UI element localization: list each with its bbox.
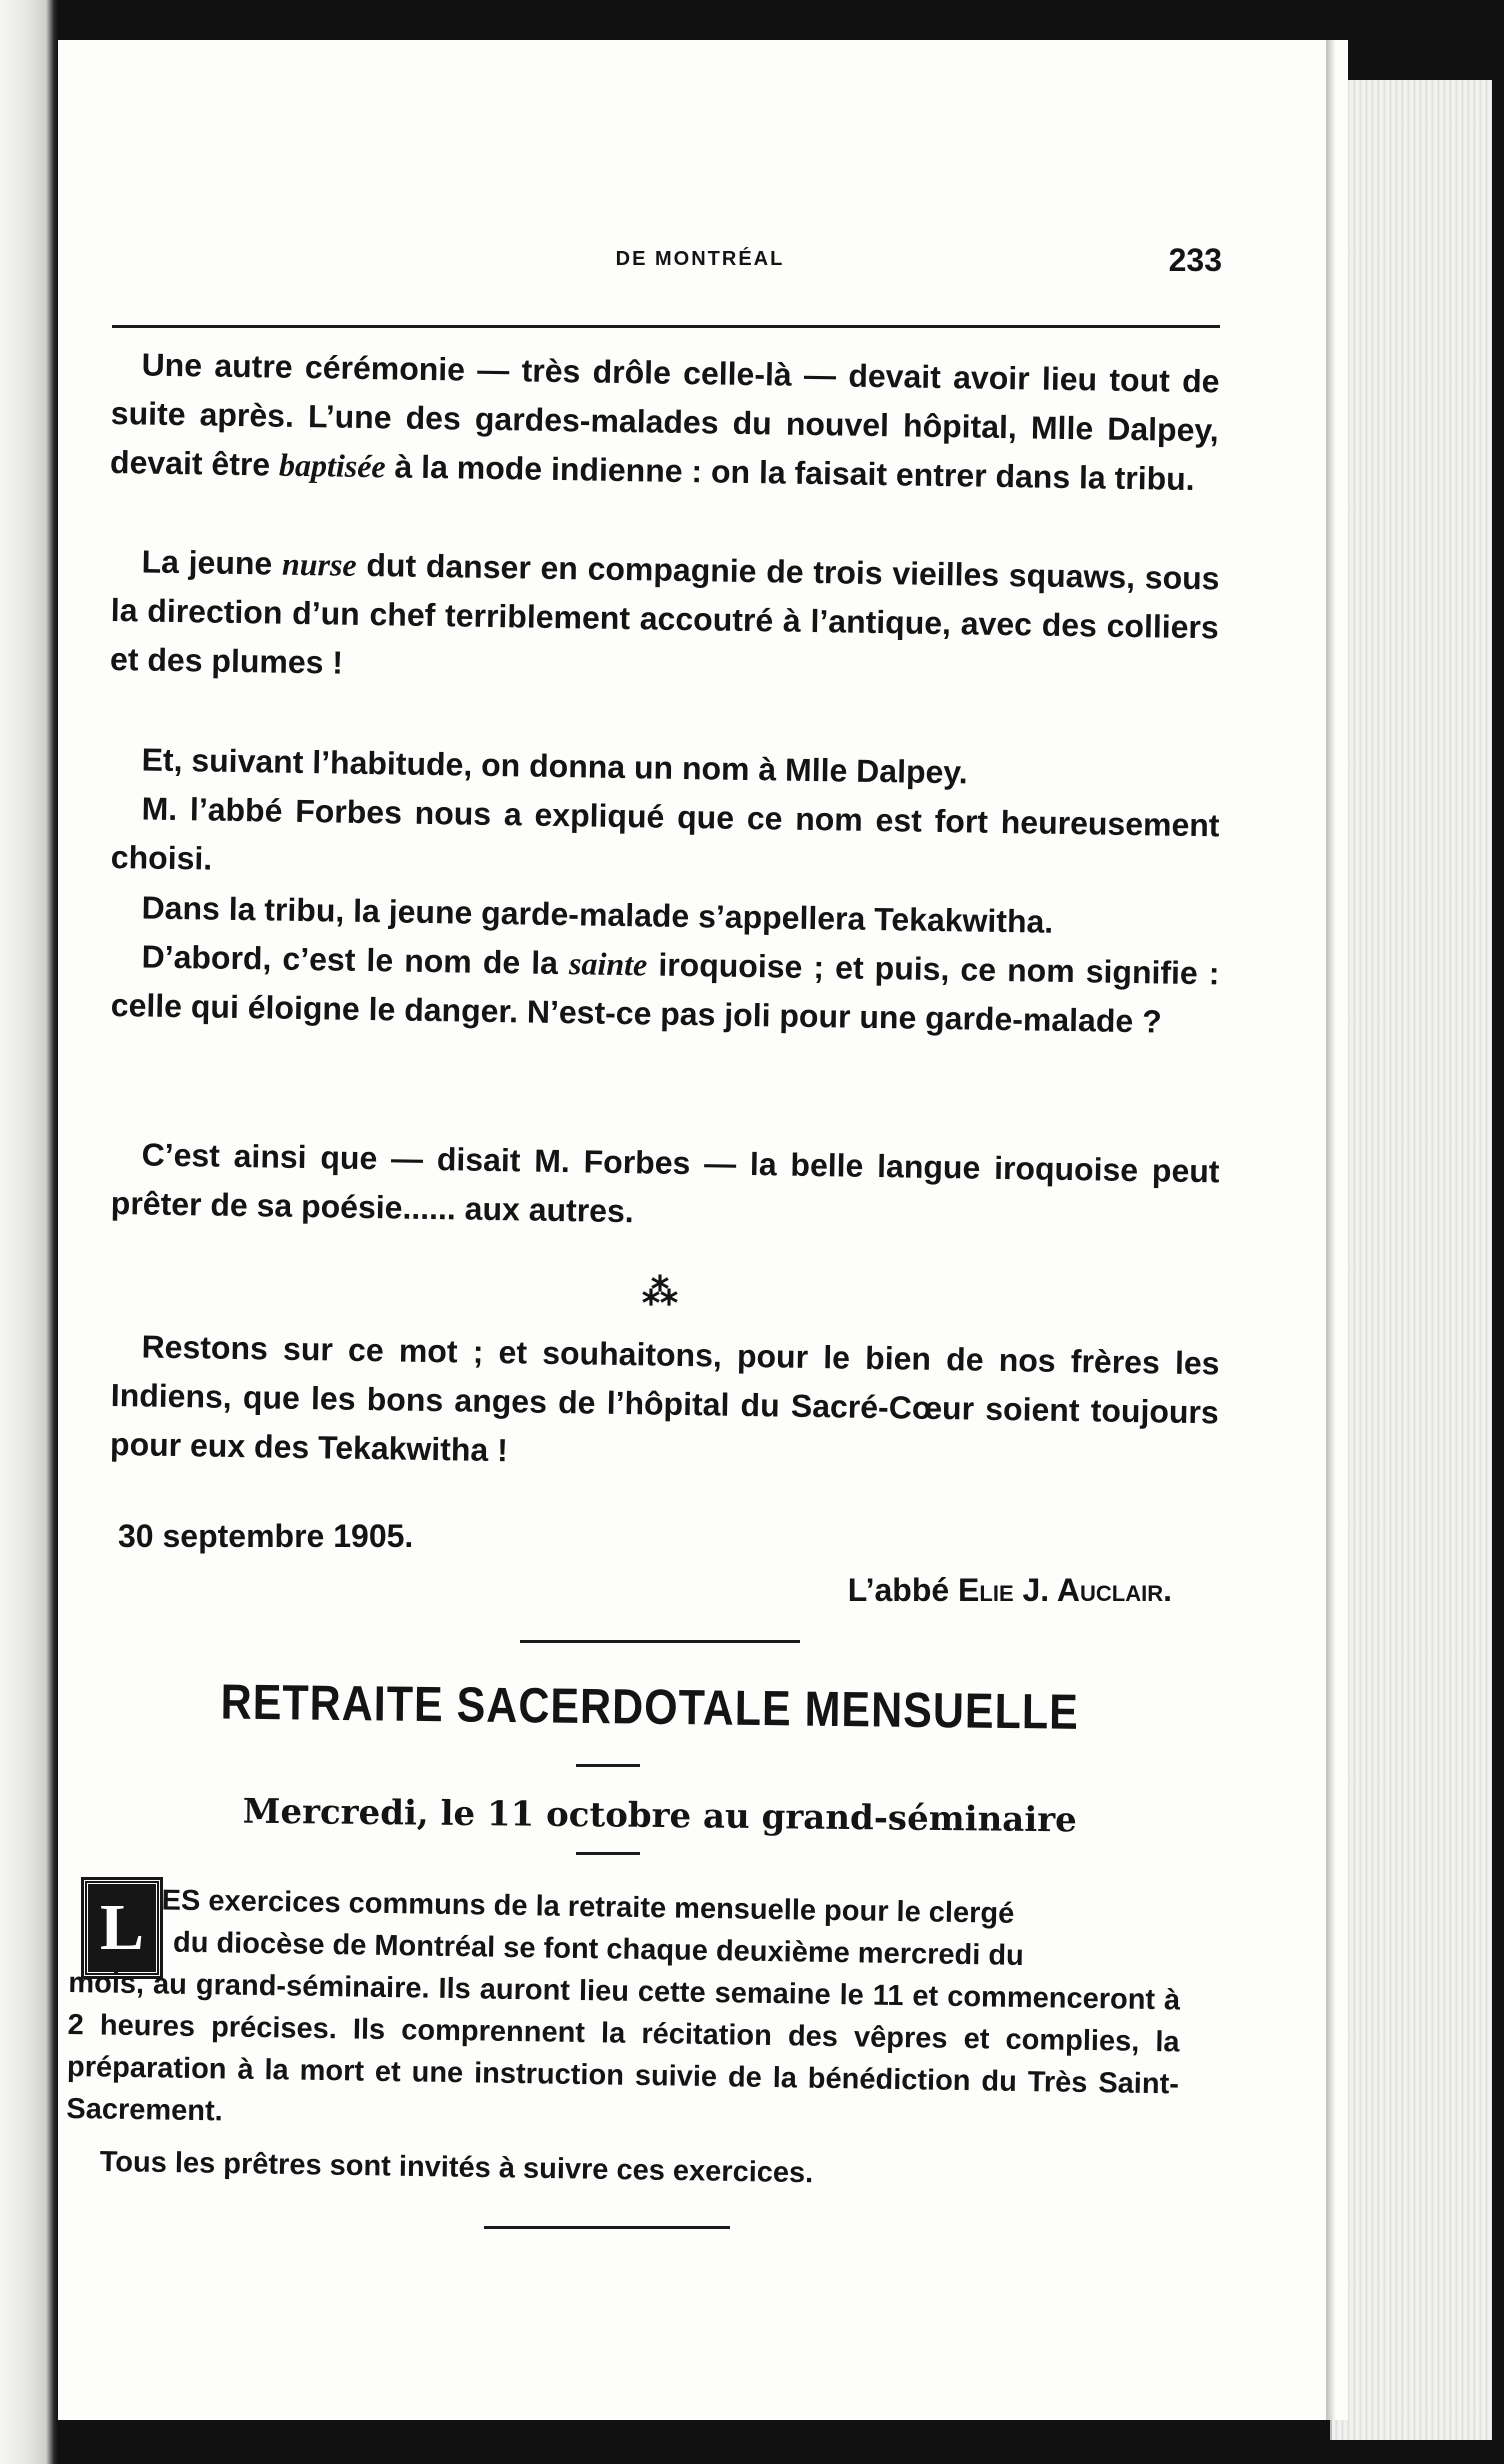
asterism: ⁂ (642, 1271, 678, 1312)
italic-word: baptisée (278, 446, 386, 485)
notice-body: ES exercices communs de la retraite mensuelle pour le clergé du diocèse de Montréal se font chaque deuxième mercredi du mois, au grand-séminaire. Ils auront lieu cette semaine le 11 et commenceront à 2 heures précises. Ils comprennent la récitation des vêpres et complies, la préparation à la mort et une instruction suivie de la bénédiction du Très Saint-Sacrement. (66, 1884, 1181, 2128)
article-date: 30 septembre 1905. (118, 1518, 414, 1554)
signature: L’abbé Elie J. Auclair. (847, 1572, 1172, 1608)
running-title: DE MONTRÉAL (615, 248, 785, 270)
section-subtitle: Mercredi, le 11 octobre au grand-séminaire (242, 1791, 1077, 1841)
paragraph-ceremony: Une autre cérémonie — très drôle celle-là — devait avoir lieu tout de suite après. L’une des gardes-malades du nouvel hôpital, Mlle Dalpey, devait être baptisée à la mode indienne : on la faisait entrer dans la tribu. (109, 346, 1220, 498)
paragraph-closing: Restons sur ce mot ; et souhaitons, pour le bien de nos frères les Indiens, que les bons anges de l’hôpital du Sacré-Cœur soient toujours pour eux des Tekakwitha ! (109, 1328, 1220, 1469)
paragraph-poetry: C’est ainsi que — disait M. Forbes — la belle langue iroquoise peut prêter de sa poésie...... aux autres. (110, 1136, 1220, 1230)
notice-invitation: Tous les prêtres sont invités à suivre ces exercices. (99, 2146, 814, 2190)
paragraph-dance: La jeune nurse dut danser en compagnie de trois vieilles squaws, sous la direction d’un chef terriblement accoutré à l’antique, avec des colliers et des plumes ! (109, 543, 1220, 681)
binding-edge (0, 0, 58, 2464)
title-rule (576, 1764, 640, 1767)
page-stack-edge (1330, 80, 1492, 2440)
italic-word: nurse (281, 545, 357, 583)
section-divider (520, 1640, 800, 1643)
paragraph-meaning: D’abord, c’est le nom de la sainte iroquoise ; et puis, ce nom signifie : celle qui éloigne le danger. N’est-ce pas joli pour une garde-malade ? (110, 938, 1220, 1040)
header-rule (112, 325, 1220, 328)
section-title: RETRAITE SACERDOTALE MENSUELLE (220, 1674, 1080, 1741)
drop-cap: L (84, 1880, 160, 1976)
page-shadow (1326, 40, 1336, 2420)
paragraph-name: Et, suivant l’habitude, on donna un nom à Mlle Dalpey. (141, 741, 968, 791)
paragraph-forbes: M. l’abbé Forbes nous a expliqué que ce nom est fort heureusement choisi. (110, 790, 1220, 877)
paragraph-tekakwitha: Dans la tribu, la jeune garde-malade s’appellera Tekakwitha. (141, 889, 1054, 940)
end-rule (484, 2226, 730, 2229)
subtitle-rule (576, 1852, 640, 1855)
italic-word: sainte (568, 945, 648, 983)
page-number: 233 (1168, 242, 1222, 278)
